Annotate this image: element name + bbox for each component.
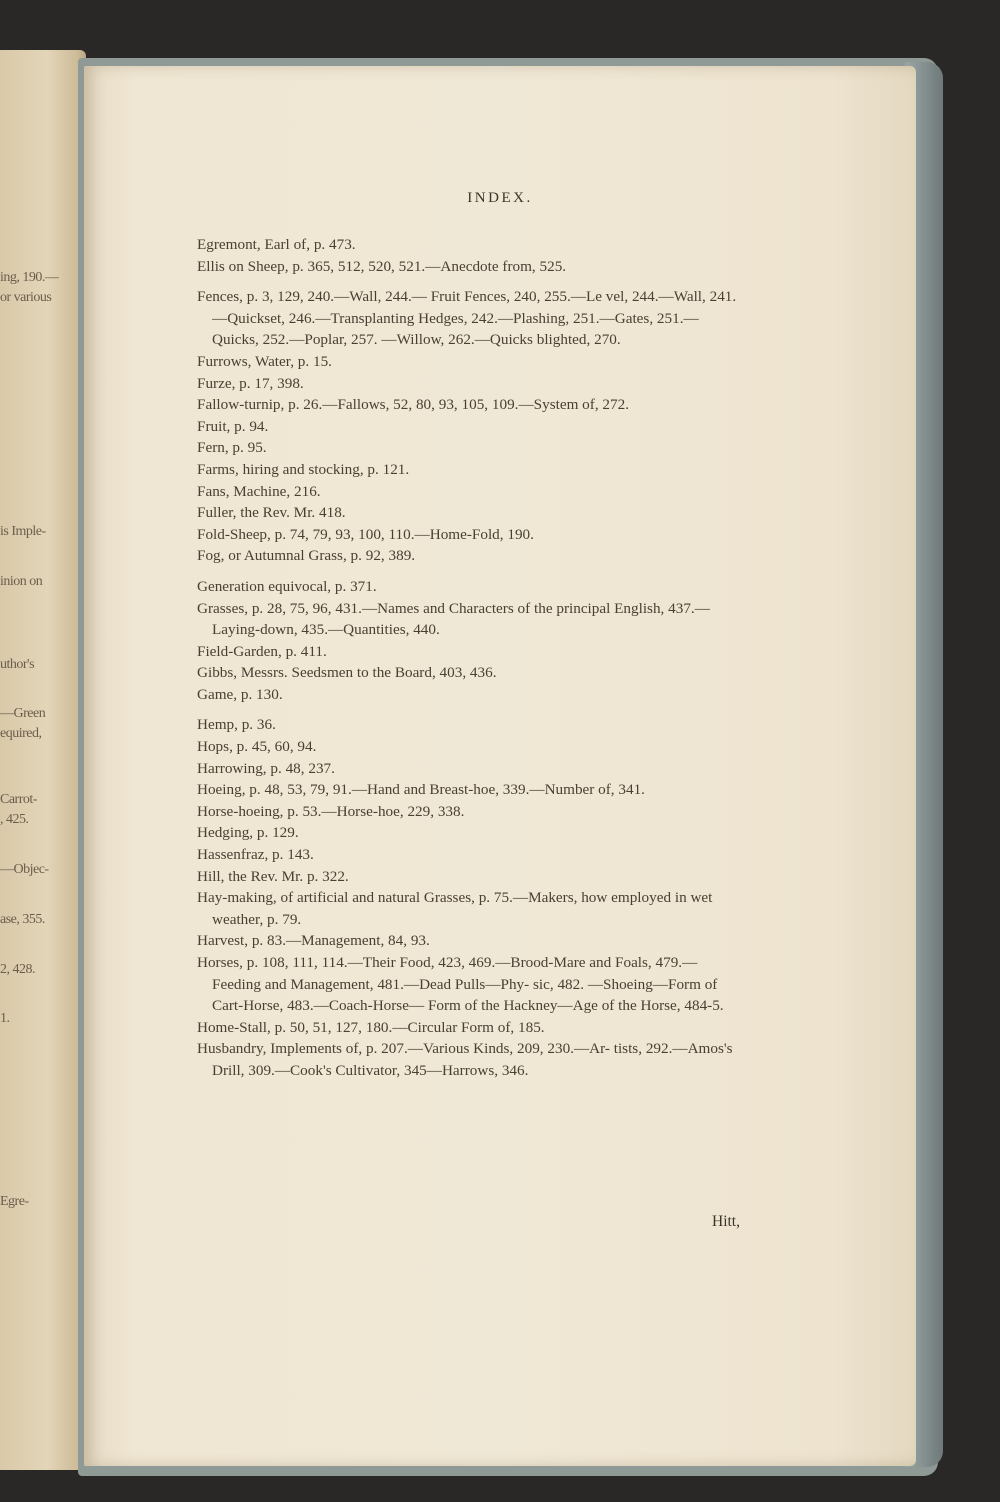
index-entry: Ellis on Sheep, p. 365, 512, 520, 521.—Anecdote from, 525.	[197, 257, 567, 275]
left-page-text-fragment: equired,	[0, 726, 42, 741]
index-entry: Game, p. 130.	[197, 685, 283, 703]
index-entries	[197, 234, 742, 1082]
index-entry: Fern, p. 95.	[197, 439, 267, 457]
index-entry: Fog, or Autumnal Grass, p. 92, 389.	[197, 547, 416, 565]
index-entry: Horse-hoeing, p. 53.—Horse-hoe, 229, 338.	[197, 802, 465, 820]
left-page-text-fragment: uthor's	[0, 657, 35, 672]
index-entry: Hedging, p. 129.	[197, 824, 299, 842]
index-entry: Home-Stall, p. 50, 51, 127, 180.—Circular Form of, 185.	[197, 1018, 545, 1036]
index-entry: Furrows, Water, p. 15.	[197, 352, 332, 370]
index-entry: Harvest, p. 83.—Management, 84, 93.	[197, 932, 430, 950]
left-page-text-fragment: ase, 355.	[0, 912, 45, 927]
left-page-text-fragment: , 425.	[0, 812, 29, 827]
index-entry: Fold-Sheep, p. 74, 79, 93, 100, 110.—Home-Fold, 190.	[197, 525, 534, 543]
index-entry: Hoeing, p. 48, 53, 79, 91.—Hand and Breast-hoe, 339.—Number of, 341.	[197, 781, 645, 799]
index-entry: Gibbs, Messrs. Seedsmen to the Board, 403, 436.	[197, 664, 497, 682]
index-entry: Farms, hiring and stocking, p. 121.	[197, 460, 410, 478]
index-page	[84, 66, 916, 1466]
index-entry: Generation equivocal, p. 371.	[197, 577, 377, 595]
index-entry: Egremont, Earl of, p. 473.	[197, 236, 356, 253]
index-entry: Grasses, p. 28, 75, 96, 431.—Names and Characters of the principal English, 437.—Laying-down, 435.—Quantities, 440.	[197, 599, 710, 639]
left-page-text-fragment: inion on	[0, 574, 43, 589]
index-entry: Fans, Machine, 216.	[197, 482, 321, 500]
left-page-text-fragment: or various	[0, 290, 52, 305]
index-entry: Hops, p. 45, 60, 94.	[197, 738, 317, 756]
left-page-text-fragment: 2, 428.	[0, 962, 35, 977]
left-page-text-fragment: Carrot-	[0, 792, 37, 807]
index-entry: Hemp, p. 36.	[197, 716, 276, 734]
index-entry: Fences, p. 3, 129, 240.—Wall, 244.— Fruit Fences, 240, 255.—Le vel, 244.—Wall, 241.—Quickset, 246.—Transplanting Hedges, 242.—Plashing, 251.—Gates, 251.—Quicks, 252.—Poplar, 257. —Willow, 262.—Quicks blighted, 270.	[197, 288, 737, 349]
index-entry: Hassenfraz, p. 143.	[197, 846, 314, 864]
left-page-text-fragment: is Imple-	[0, 524, 46, 539]
index-entry: Hay-making, of artificial and natural Grasses, p. 75.—Makers, how employed in wet weather, p. 79.	[197, 889, 713, 928]
index-entry: Fallow-turnip, p. 26.—Fallows, 52, 80, 93, 105, 109.—System of, 272.	[197, 396, 629, 414]
index-entry: Hill, the Rev. Mr. p. 322.	[197, 867, 349, 885]
left-page-text-fragment: —Objec-	[0, 862, 49, 877]
index-entry: Fruit, p. 94.	[197, 417, 269, 435]
index-entry: Furze, p. 17, 398.	[197, 374, 304, 392]
left-page-text-fragment: ing, 190.—	[0, 270, 59, 285]
left-page-edge	[0, 50, 86, 1470]
index-entry: Husbandry, Implements of, p. 207.—Various Kinds, 209, 230.—Ar- tists, 292.—Amos's Drill, 309.—Cook's Cultivator, 345—Harrows, 346.	[197, 1040, 733, 1079]
page-title: INDEX.	[467, 190, 533, 206]
left-page-text-fragment: 1.	[0, 1011, 10, 1026]
left-page-text-fragment: —Green	[0, 706, 46, 721]
index-entry: Fuller, the Rev. Mr. 418.	[197, 504, 346, 522]
left-page-text-fragment: Egre-	[0, 1194, 29, 1209]
index-entry: Harrowing, p. 48, 237.	[197, 759, 335, 777]
index-entry: Horses, p. 108, 111, 114.—Their Food, 423, 469.—Brood-Mare and Foals, 479.—Feeding and Management, 481.—Dead Pulls—Phy- sic, 482. —Shoeing—Form of Cart-Horse, 483.—Coach-Horse— Form of the Hackney—Age of the Horse, 484-5.	[197, 954, 724, 1015]
catchword: Hitt,	[712, 1213, 740, 1230]
index-entry: Field-Garden, p. 411.	[197, 642, 327, 660]
